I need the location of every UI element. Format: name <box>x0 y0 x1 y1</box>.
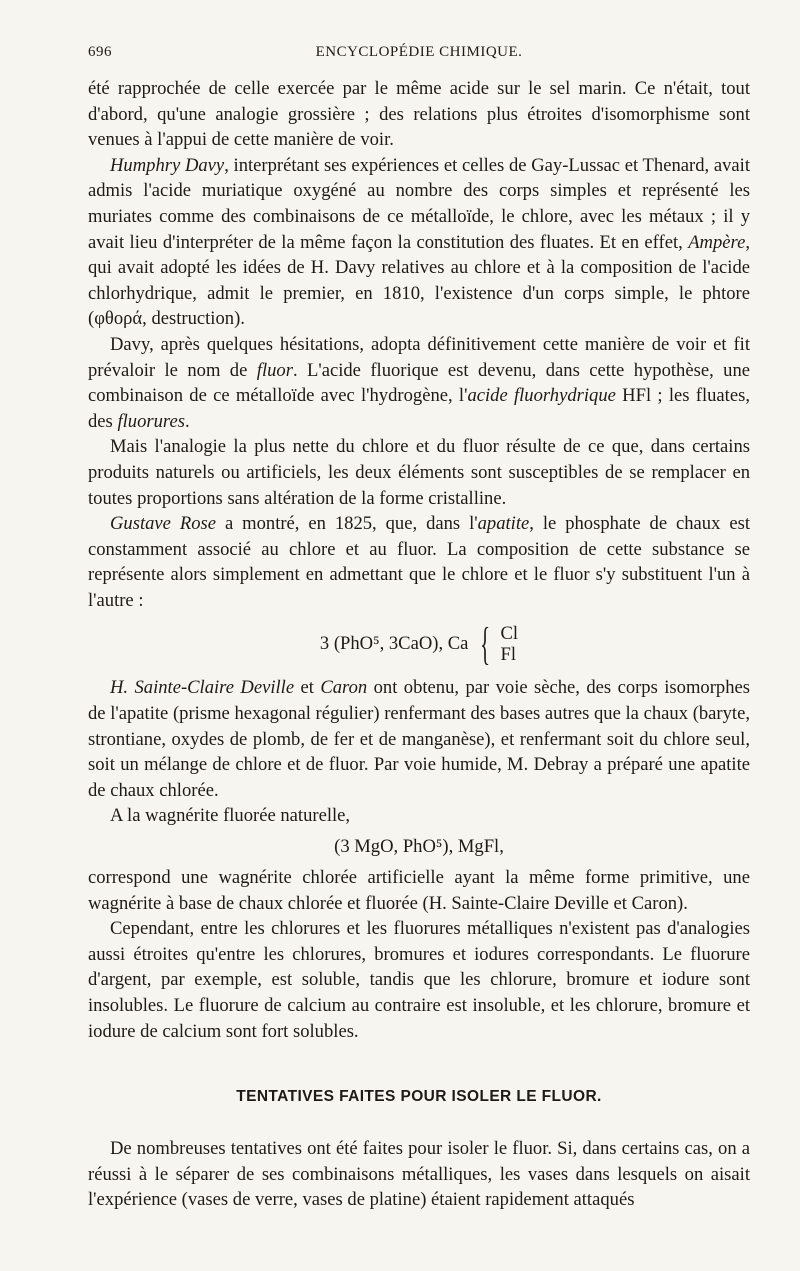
section-heading: TENTATIVES FAITES POUR ISOLER LE FLUOR. <box>236 1088 602 1106</box>
term: acide fluorhydrique <box>467 385 616 407</box>
apatite-formula <box>88 613 750 675</box>
body-text <box>88 76 750 1213</box>
formula-base: 3 (PhO⁵, 3CaO), Ca <box>319 633 469 655</box>
formula-bottom: Fl <box>500 644 517 666</box>
paragraph-5: Gustave Rose a montré, en 1825, que, dans l'apatite, le phosphate de chaux est constamment associé au chlore et au fluor. La composition de cette substance se représente alors simplement en admettant que le chlore et le fluor s'y substituent l'un à l'autre : <box>88 513 750 611</box>
page-number: 696 <box>88 44 112 60</box>
paragraph-7: A la wagnérite fluorée naturelle, <box>110 805 351 827</box>
paragraph-6: H. Sainte-Claire Deville et Caron ont obtenu, par voie sèche, des corps isomorphes de l'apatite (prisme hexagonal régulier) renfermant des bases autres que la chaux (baryte, strontiane, oxydes de plomb, de fer et de manganèse), et renfermant soit du chlore seul, soit un mélange de chlore et de fluor. Par voie humide, M. Debray a préparé une apatite de chaux chlorée. <box>88 677 750 801</box>
term: fluorures <box>117 410 185 432</box>
author-name: Caron <box>320 677 368 699</box>
paragraph-10: De nombreuses tentatives ont été faites pour isoler le fluor. Si, dans certains cas, on a réussi à le séparer de ses combinaisons métalliques, les vases dans lesquels on aisait l'expérience (vases de verre, vases de platine) étaient rapidement attaqués <box>88 1138 750 1211</box>
formula-substituents <box>501 623 519 665</box>
page-header <box>88 34 750 64</box>
brace-glyph: { <box>480 618 491 670</box>
author-name: Ampère <box>688 231 746 253</box>
term: fluor <box>256 359 293 381</box>
formula-top: Cl <box>500 623 519 645</box>
author-name: H. Sainte-Claire Deville <box>110 677 295 699</box>
author-name: Gustave Rose <box>110 513 217 535</box>
paragraph-3: Davy, après quelques hésitations, adopta définitivement cette manière de voir et fit prévaloir le nom de fluor. L'acide fluorique est devenu, dans cette hypothèse, une combinaison de ce métalloïde avec l'hydrogène, l'acide fluorhydrique HFl ; les fluates, des fluorures. <box>88 333 751 432</box>
paragraph-2: Humphry Davy, interprétant ses expériences et celles de Gay-Lussac et Thenard, avait admis l'acide muriatique oxygéné au nombre des corps simples et représenté les muriates comme des combinaisons de ce métalloïde, le chlore, avec les métaux ; il y avait lieu d'interpréter de la même façon la constitution des fluates. Et en effet, Ampère, qui avait adopté les idées de H. Davy relatives au chlore et à la composition de l'acide chlorhydrique, admit le premier, en 1810, l'existence d'un corps simple, le phtore (φθορά, destruction). <box>88 154 750 330</box>
wagnerite-formula: (3 MgO, PhO⁵), MgFl, <box>334 836 504 858</box>
paragraph-8: correspond une wagnérite chlorée artificielle ayant la même forme primitive, une wagnérite à base de chaux chlorée et fluorée (H. Sainte-Claire Deville et Caron). <box>88 867 750 914</box>
running-title: ENCYCLOPÉDIE CHIMIQUE. <box>315 44 523 60</box>
paragraph-9: Cependant, entre les chlorures et les fluorures métalliques n'existent pas d'analogies aussi étroites qu'entre les chlorures, bromures et iodures correspondants. Le fluorure d'argent, par exemple, est soluble, tandis que les chlorure, bromure et iodure sont insolubles. Le fluorure de calcium au contraire est insoluble, et les chlorure, bromure et iodure de calcium sont fort solubles. <box>88 918 750 1042</box>
paragraph-4: Mais l'analogie la plus nette du chlore et du fluor résulte de ce que, dans certains produits naturels ou artificiels, les deux éléments sont susceptibles de se remplacer en toutes proportions sans altération de la forme cristalline. <box>88 436 750 509</box>
paragraph-1: été rapprochée de celle exercée par le même acide sur le sel marin. Ce n'était, tout d'abord, qu'une analogie grossière ; des relations plus étroites d'isomorphisme sont venues à l'appui de cette manière de voir. <box>88 78 750 151</box>
term: apatite <box>477 513 530 535</box>
author-name: Humphry Davy <box>110 154 225 176</box>
